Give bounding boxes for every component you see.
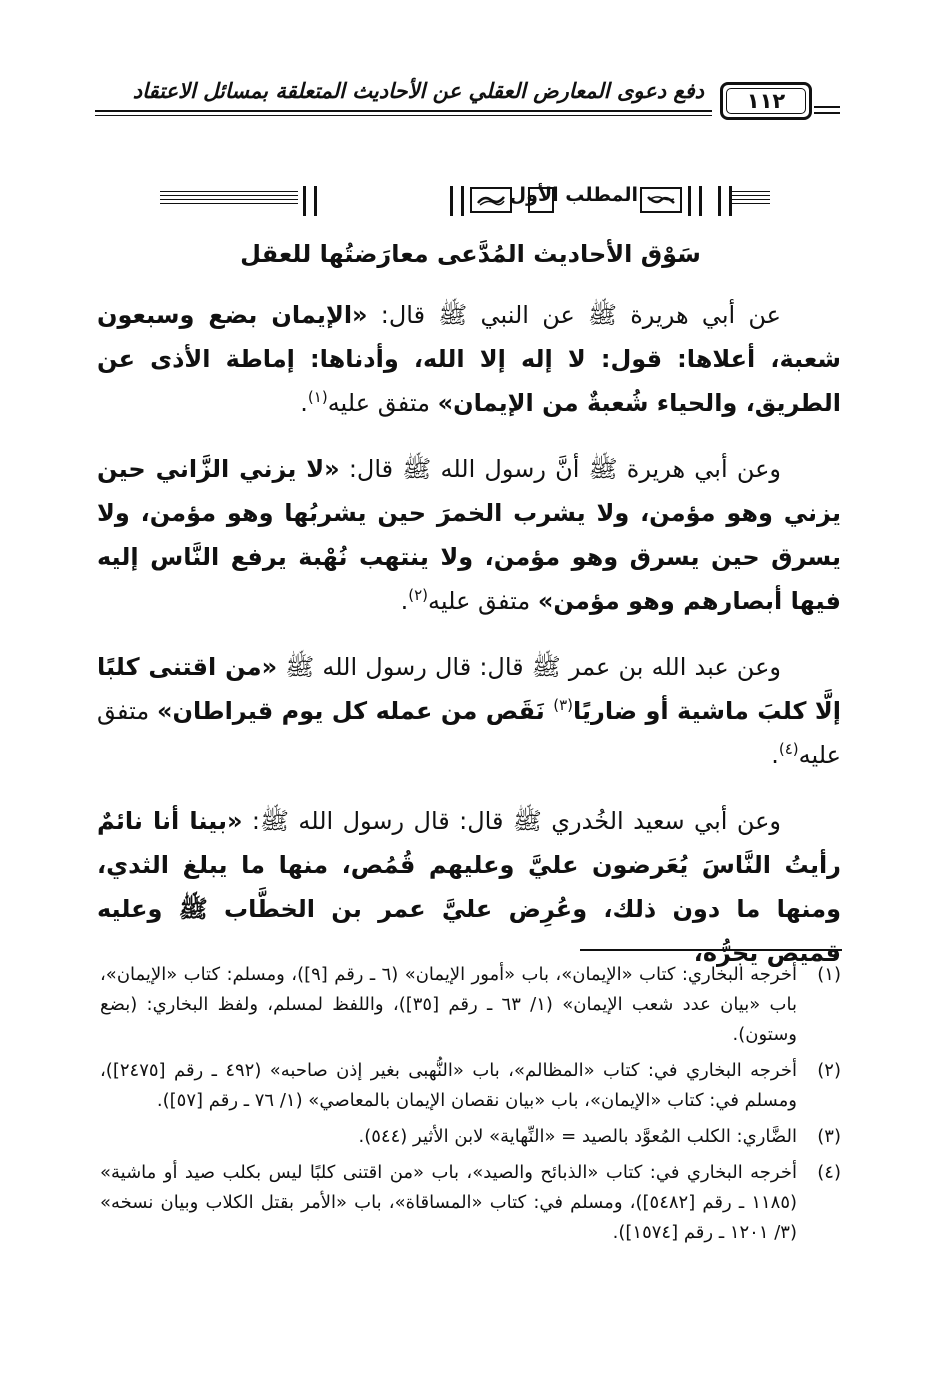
footnote-ref: (٣) (553, 696, 573, 714)
ornament-bars (718, 186, 732, 216)
footnote (100, 1122, 841, 1152)
hadith-quote: «بينا أنا نائمٌ رأيتُ النَّاسَ يُعَرضون عليَّ وعليهم قُمُص، منها ما يبلغ الثدي، ومنها ما دون ذلك، وعُرِض عليَّ عمر بن الخطَّاب ﷺ وعليه قميص يجرُّه، (97, 807, 841, 967)
page-number: ١١٢ (746, 89, 786, 113)
header-dash (814, 106, 840, 108)
hadith-quote: نَقَص من عمله كل يوم قيراطان» (156, 697, 554, 725)
ornament-bars (303, 186, 317, 216)
section-subtitle: سَوْق الأحاديث المُدَّعى معارَضتُها للعقل (240, 240, 701, 268)
ornament-lines-right (732, 191, 770, 213)
hadith-paragraph: وعن عبد الله بن عمر ﷺ قال: قال رسول الله ﷺ «من اقتنى كلبًا إلَّا كلبَ ماشية أو ضاريًا$^{(٣)}$ نَقَص من عمله كل يوم قيراطان» متفق عليه$^{(٤)}$. (97, 653, 841, 769)
page-header (95, 62, 840, 132)
footnote-number: (٤) (817, 1162, 841, 1183)
footnote-number: (٢) (817, 1060, 841, 1081)
ornament-bars (688, 186, 702, 216)
body-text (97, 293, 841, 997)
hadith-quote: «لا يزني الزَّاني حين يزني وهو مؤمن، ولا يشرب الخمرَ حين يشربُها وهو مؤمن، ولا يسرق حين يسرق وهو مؤمن، ولا ينتهب نُهْبة يرفع النَّاس إليه فيها أبصارهم وهو مؤمن» (97, 455, 841, 615)
section-heading: المطلب الأول (509, 184, 638, 206)
ornament-scroll-icon (470, 187, 512, 213)
footnote-text: أخرجه البخاري في: كتاب «الذبائح والصيد»، باب «من اقتنى كلبًا ليس بكلب صيد أو ماشية» (١١٨٥ ـ رقم [٥٤٨٢])، ومسلم في: كتاب «المساقاة»، باب «الأمر بقتل الكلاب وبيان نسخه» (٣/ ١٢٠١ ـ رقم [١٥٧٤]). (100, 1162, 798, 1243)
footnote (100, 1158, 841, 1248)
ornament-bars (450, 186, 464, 216)
footnote-separator (580, 949, 842, 951)
hadith-quote: «من اقتنى كلبًا إلَّا كلبَ ماشية أو ضاريًا (97, 653, 841, 725)
section-heading-ornament (160, 182, 770, 220)
header-rule-thin (95, 115, 712, 116)
footnote-ref: (١) (307, 388, 328, 406)
ornament-lines-left (160, 191, 298, 213)
footnote-number: (١) (817, 964, 841, 985)
hadith-paragraph: عن أبي هريرة ﷺ عن النبي ﷺ قال: «الإيمان بضع وسبعون شعبة، أعلاها: قول: لا إله إلا الله، وأدناها: إماطة الأذى عن الطريق، والحياء شُعبةٌ من الإيمان» متفق عليه$^{(١)}$. (97, 301, 841, 417)
ornament-scroll-icon (640, 187, 682, 213)
footnote (100, 1056, 841, 1116)
hadith-paragraph: وعن أبي هريرة ﷺ أنَّ رسول الله ﷺ قال: «لا يزني الزَّاني حين يزني وهو مؤمن، ولا يشرب الخمرَ حين يشربُها وهو مؤمن، ولا يسرق حين يسرق وهو مؤمن، ولا ينتهب نُهْبة يرفع النَّاس إليه فيها أبصارهم وهو مؤمن» متفق عليه$^{(٢)}$. (97, 455, 841, 615)
footnote-text: أخرجه البخاري: كتاب «الإيمان»، باب «أمور الإيمان» (٦ ـ رقم [٩])، ومسلم: كتاب «الإيمان»، باب «بيان عدد شعب الإيمان» (١/ ٦٣ ـ رقم [٣٥])، واللفظ لمسلم، ولفظ البخاري: (بضع وستون). (100, 964, 797, 1045)
page-number-frame (720, 82, 812, 120)
hadith-paragraph: وعن أبي سعيد الخُدري ﷺ قال: قال رسول الله ﷺ: «بينا أنا نائمٌ رأيتُ النَّاسَ يُعَرضون عليَّ وعليهم قُمُص، منها ما يبلغ الثدي، ومنها ما دون ذلك، وعُرِض عليَّ عمر بن الخطَّاب ﷺ وعليه قميص يجرُّه، (97, 807, 841, 967)
footnote-text: الضَّاري: الكلب المُعوَّد بالصيد = «النِّهاية» لابن الأثير (٥٤٤). (358, 1126, 797, 1147)
footnote-number: (٣) (817, 1126, 841, 1147)
footnote (100, 960, 841, 1050)
hadith-quote: «الإيمان بضع وسبعون شعبة، أعلاها: قول: لا إله إلا الله، وأدناها: إماطة الأذى عن الطريق، والحياء شُعبةٌ من الإيمان» (97, 301, 841, 417)
header-rule (95, 110, 712, 112)
footnotes (100, 960, 841, 1254)
footnote-text: أخرجه البخاري في: كتاب «المظالم»، باب «النُّهبى بغير إذن صاحبه» (٤٩٢ ـ رقم [٢٤٧٥])، ومسلم في: كتاب «الإيمان»، باب «بيان نقصان الإيمان بالمعاصي» (١/ ٧٦ ـ رقم [٥٧]). (100, 1060, 797, 1111)
footnote-ref: (٢) (408, 586, 429, 604)
header-dash (814, 112, 840, 114)
footnote-ref: (٤) (778, 740, 799, 758)
running-title: دفع دعوى المعارض العقلي عن الأحاديث المتعلقة بمسائل الاعتقاد (132, 78, 704, 103)
